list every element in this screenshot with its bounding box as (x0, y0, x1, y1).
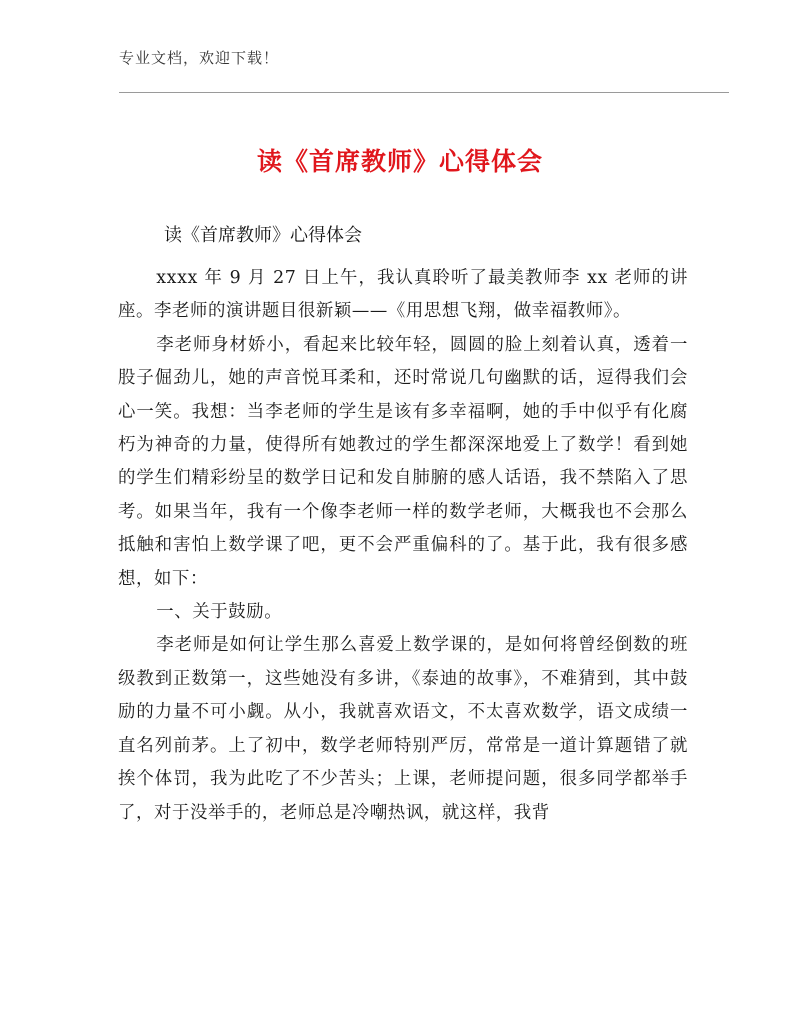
document-title: 读《首席教师》心得体会 (256, 147, 543, 176)
header-divider (119, 92, 729, 93)
document-subtitle: 读《首席教师》心得体会 (164, 225, 362, 246)
document-body (118, 262, 688, 830)
paragraph-3-section-heading: 一、关于鼓励。 (156, 602, 283, 623)
page-header-text: 专业文档，欢迎下载！ (119, 49, 280, 67)
paragraph-1: xxxx 年 9 月 27 日上午，我认真聆听了最美教师李 xx 老师的讲座。李老师的演讲题目很新颖——《用思想飞翔，做幸福教师》。 (118, 268, 688, 322)
paragraph-4: 李老师是如何让学生那么喜爱上数学课的，是如何将曾经倒数的班级教到正数第一，这些她没有多讲，《泰迪的故事》，不难猜到，其中鼓励的力量不可小觑。从小，我就喜欢语文，不太喜欢数学，语文成绩一直名列前茅。上了初中，数学老师特别严厉，常常是一道计算题错了就挨个体罚，我为此吃了不少苦头；上课，老师提问题，很多同学都举手了，对于没举手的，老师总是冷嘲热讽，就这样，我背 (118, 635, 688, 823)
paragraph-2: 李老师身材娇小，看起来比较年轻，圆圆的脸上刻着认真，透着一股子倔劲儿，她的声音悦耳柔和，还时常说几句幽默的话，逗得我们会心一笑。我想：当李老师的学生是该有多幸福啊，她的手中似乎有化腐朽为神奇的力量，使得所有她教过的学生都深深地爱上了数学！看到她的学生们精彩纷呈的数学日记和发自肺腑的感人话语，我不禁陷入了思考。如果当年，我有一个像李老师一样的数学老师，大概我也不会那么抵触和害怕上数学课了吧，更不会严重偏科的了。基于此，我有很多感想，如下： (118, 334, 688, 589)
